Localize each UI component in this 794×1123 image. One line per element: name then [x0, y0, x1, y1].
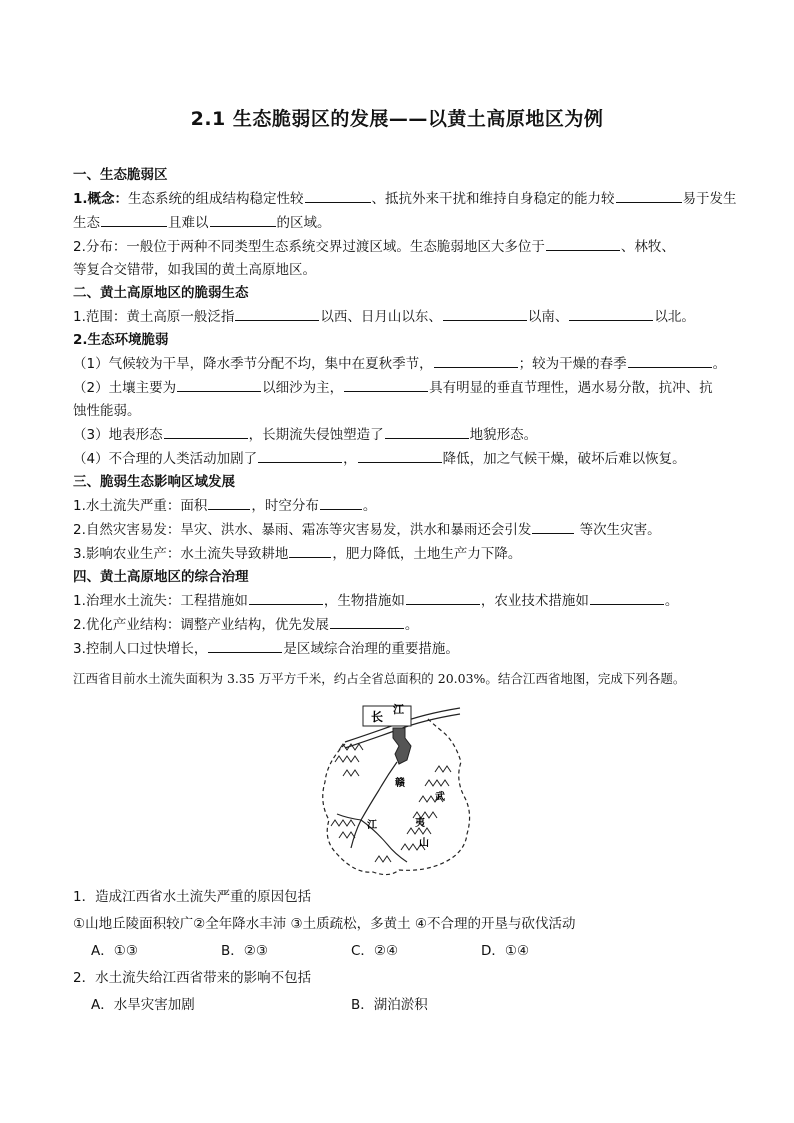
q1-option-c[interactable]: C．②④: [351, 943, 399, 959]
fill-blank[interactable]: [249, 589, 323, 605]
landform-line: （3）地表形态 ，长期流失侵蚀塑造了 地貌形态。: [73, 423, 733, 447]
fill-blank[interactable]: [208, 494, 250, 510]
agriculture-line: 3.影响农业生产：水土流失导致耕地 ，肥力降低，土地生产力下降。: [73, 542, 733, 566]
fill-blank[interactable]: [590, 589, 664, 605]
fill-blank[interactable]: [320, 494, 362, 510]
page-title: 2.1 生态脆弱区的发展——以黄土高原地区为例: [190, 108, 604, 130]
fill-blank[interactable]: [164, 423, 248, 439]
fill-blank[interactable]: [235, 305, 319, 321]
q2-option-a[interactable]: A．水旱灾害加剧: [91, 997, 195, 1013]
range-line: 1.范围：黄土高原一般泛指 以西、日月山以东、 以南、 以北。: [73, 305, 733, 329]
q1-stem: 1．造成江西省水土流失严重的原因包括: [73, 889, 312, 905]
fill-blank[interactable]: [616, 187, 682, 203]
q1-option-b[interactable]: B．②③: [221, 943, 268, 959]
wuyi-label-1: 武: [435, 792, 445, 803]
soil-line-2: 蚀性能弱。: [73, 403, 141, 419]
climate-line: （1）气候较为干旱，降水季节分配不均，集中在夏秋季节， ；较为干燥的春季 。: [73, 352, 733, 376]
fill-blank[interactable]: [385, 423, 469, 439]
soil-line-1: （2）土壤主要为 以细沙为主， 具有明显的垂直节理性，遇水易分散，抗冲、抗: [73, 376, 733, 400]
fill-blank[interactable]: [406, 589, 480, 605]
question-passage: 江西省目前水土流失面积为 3.35 万平方千米，约占全省总面积的 20.03%。结合江西省地图，完成下列各题。: [73, 671, 686, 686]
fill-blank[interactable]: [344, 376, 428, 392]
fill-blank[interactable]: [289, 542, 331, 558]
jiangxi-map: [315, 702, 475, 880]
concept-line-1: 1.概念：生态系统的组成结构稳定性较 、抵抗外来干扰和维持自身稳定的能力较 易于发生: [73, 187, 733, 211]
fill-blank[interactable]: [208, 637, 282, 653]
disaster-line: 2.自然灾害易发：旱灾、洪水、暴雨、霜冻等灾害易发，洪水和暴雨还会引发 等次生灾害。: [73, 518, 733, 542]
q1-option-a[interactable]: A．①③: [91, 943, 138, 959]
wuyi-label-3: 山: [419, 838, 429, 849]
q1-option-d[interactable]: D．①④: [481, 943, 530, 959]
wuyi-label-2: 夷: [415, 818, 425, 829]
section-heading-2: 二、黄土高原地区的脆弱生态: [73, 285, 249, 301]
q2-options: [73, 992, 753, 1019]
concept-line-2: 生态 且难以 的区域。: [73, 211, 733, 235]
poyang-lake: [393, 728, 411, 764]
erosion-control-line: 1.治理水土流失：工程措施如 ，生物措施如 ，农业技术措施如 。: [73, 589, 733, 613]
q2-option-b[interactable]: B．湖泊淤积: [351, 997, 428, 1013]
study-outline: [73, 164, 737, 661]
yangtze-label-2: 江: [393, 703, 404, 716]
fill-blank[interactable]: [305, 187, 371, 203]
yangtze-label-1: 长: [371, 710, 384, 724]
gan-label-1: 赣: [395, 778, 405, 789]
q2-stem: 2．水土流失给江西省带来的影响不包括: [73, 970, 312, 986]
section-heading-1: 一、生态脆弱区: [73, 167, 168, 183]
distribution-line-2: 等复合交错带，如我国的黄土高原地区。: [73, 262, 316, 278]
gan-label-2: 江: [367, 820, 377, 831]
fill-blank[interactable]: [258, 447, 342, 463]
fill-blank[interactable]: [330, 613, 404, 629]
q1-options: [73, 938, 753, 965]
section-heading-3: 三、脆弱生态影响区域发展: [73, 474, 235, 490]
fill-blank[interactable]: [210, 211, 276, 227]
fill-blank[interactable]: [101, 211, 167, 227]
fill-blank[interactable]: [532, 518, 574, 534]
industry-line: 2.优化产业结构：调整产业结构，优先发展 。: [73, 613, 733, 637]
population-line: 3.控制人口过快增长， 是区域综合治理的重要措施。: [73, 637, 733, 661]
fill-blank[interactable]: [177, 376, 261, 392]
q1-items: ①山地丘陵面积较广②全年降水丰沛 ③土质疏松，多黄土 ④不合理的开垦与砍伐活动: [73, 916, 576, 932]
fill-blank[interactable]: [628, 352, 712, 368]
questions: [73, 884, 753, 1019]
fill-blank[interactable]: [434, 352, 518, 368]
mountain-hatching: [331, 744, 451, 862]
eco-fragile-heading: 2.生态环境脆弱: [73, 332, 169, 348]
fill-blank[interactable]: [546, 235, 620, 251]
fill-blank[interactable]: [569, 305, 653, 321]
human-activity-line: （4）不合理的人类活动加剧了 ， 降低，加之气候干燥，破坏后难以恢复。: [73, 447, 733, 471]
soil-erosion-line: 1.水土流失严重：面积 ，时空分布 。: [73, 494, 733, 518]
fill-blank[interactable]: [443, 305, 527, 321]
distribution-line-1: 2.分布：一般位于两种不同类型生态系统交界过渡区域。生态脆弱地区大多位于 、林牧、: [73, 235, 733, 259]
fill-blank[interactable]: [358, 447, 442, 463]
section-heading-4: 四、黄土高原地区的综合治理: [73, 569, 249, 585]
